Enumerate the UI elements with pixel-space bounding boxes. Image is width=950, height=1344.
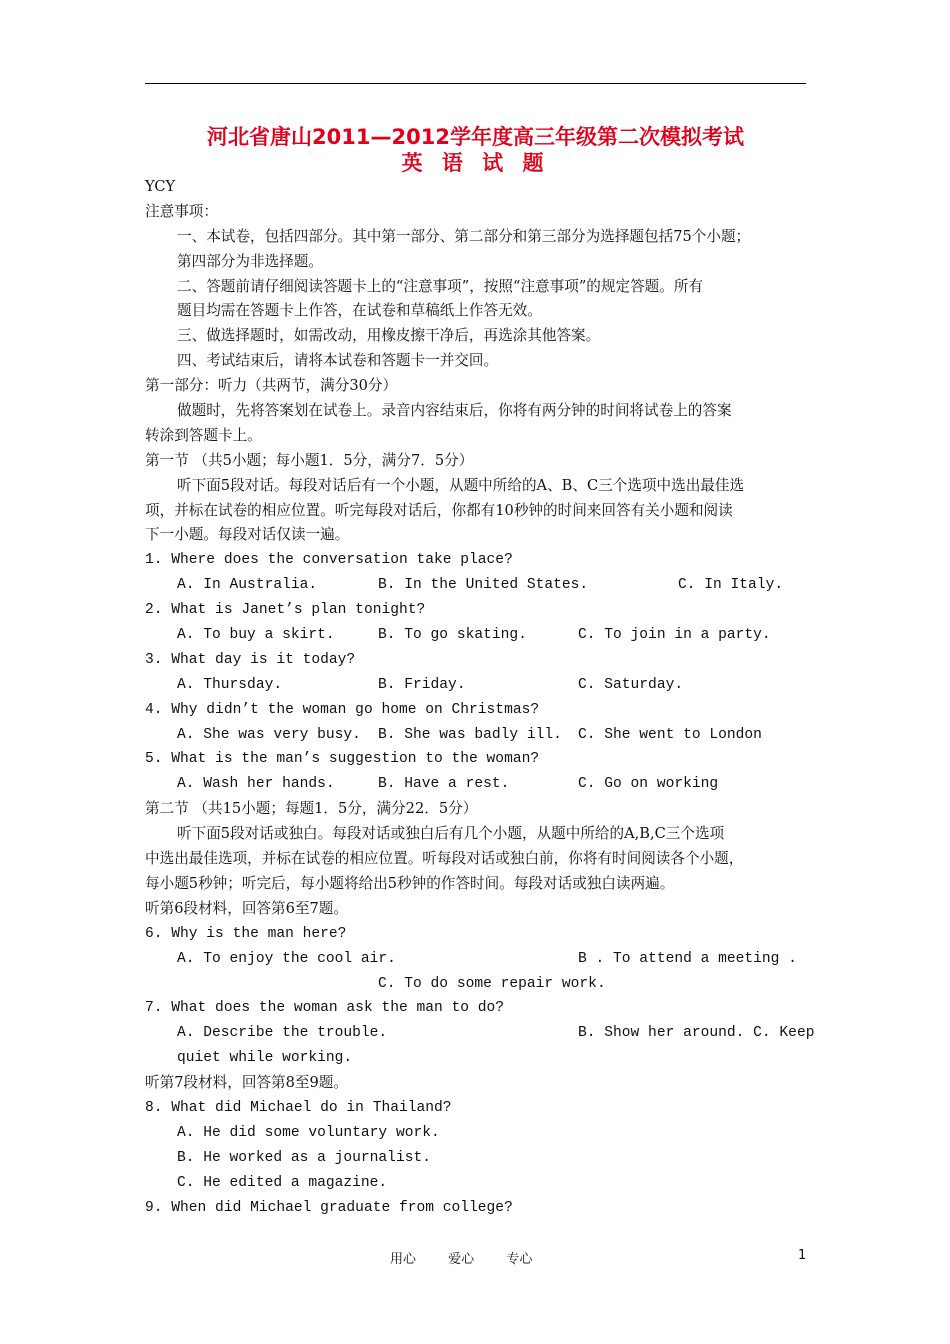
notice-item-1-cont: 第四部分为非选择题。 — [177, 252, 323, 270]
option-c: C. To do some repair work. — [378, 975, 606, 992]
option-b-c: B. Show her around. C. Keep — [578, 1025, 815, 1042]
question-3-options — [145, 673, 807, 698]
section1-instruction: 听下面5段对话。每段对话后有一个小题，从题中所给的A、B、C三个选项中选出最佳选 — [177, 476, 745, 494]
section2-instruction-cont-1: 中选出最佳选项，并标在试卷的相应位置。听每段对话或独白前，你将有时间阅读各个小题， — [145, 850, 744, 868]
footer-word: 专心 — [506, 1252, 533, 1267]
option-b: B. She was badly ill. — [378, 726, 562, 743]
question-7: 7. What does the woman ask the man to do? — [145, 1000, 505, 1017]
section2-heading: 第二节 （共15小题；每题1．5分，满分22．5分） — [145, 800, 478, 818]
notice-item-1: 一、本试卷，包括四部分。其中第一部分、第二部分和第三部分为选择题包括75个小题； — [177, 227, 751, 245]
section1-instruction-cont-1: 项，并标在试卷的相应位置。听完每段对话后，你都有10秒钟的时间来回答有关小题和阅读 — [145, 501, 733, 519]
option-c: C. In Italy. — [678, 577, 784, 594]
notice-item-4: 四、考试结束后，请将本试卷和答题卡一并交回。 — [177, 352, 499, 370]
question-4-options — [145, 723, 807, 748]
exam-body — [145, 175, 815, 1220]
section1-instruction-cont-2: 下一小题。每段对话仅读一遍。 — [145, 526, 350, 544]
question-6: 6. Why is the man here? — [145, 925, 347, 942]
footer-word: 爱心 — [448, 1252, 475, 1267]
option-a: A. She was very busy. — [177, 726, 361, 743]
question-5-options — [145, 772, 807, 797]
option-a: A. Thursday. — [177, 676, 283, 693]
part1-instruction-cont: 转涂到答题卡上。 — [145, 426, 262, 444]
option-a: A. Describe the trouble. — [177, 1025, 388, 1042]
question-2: 2. What is Janet’s plan tonight? — [145, 602, 426, 619]
section1-heading: 第一节 （共5小题；每小题1．5分，满分7．5分） — [145, 451, 474, 469]
question-7-options-cont: quiet while working. — [177, 1050, 353, 1067]
option-c: C. Go on working — [578, 776, 719, 793]
question-8: 8. What did Michael do in Thailand? — [145, 1099, 452, 1116]
question-3: 3. What day is it today? — [145, 651, 356, 668]
option-b: B. To go skating. — [378, 627, 527, 644]
option-c: C. She went to London — [578, 726, 762, 743]
option-b: B. Have a rest. — [378, 776, 510, 793]
question-6-options-cont — [145, 972, 807, 997]
doc-tag: YCY — [145, 178, 176, 195]
section2-instruction: 听下面5段对话或独白。每段对话或独白后有几个小题，从题中所给的A,B,C三个选项 — [177, 825, 725, 843]
option-a: A. To enjoy the cool air. — [177, 950, 396, 967]
material-6-label: 听第6段材料，回答第6至7题。 — [145, 899, 348, 917]
footer-motto — [390, 1248, 560, 1267]
option-b: B. He worked as a journalist. — [177, 1149, 431, 1166]
question-9: 9. When did Michael graduate from college? — [145, 1199, 513, 1216]
question-4: 4. Why didn’t the woman go home on Christmas? — [145, 701, 540, 718]
option-b: B. Friday. — [378, 676, 466, 693]
notice-item-3: 三、做选择题时，如需改动，用橡皮擦干净后，再选涂其他答案。 — [177, 327, 601, 345]
notice-title: 注意事项： — [145, 202, 218, 220]
option-a: A. To buy a skirt. — [177, 627, 335, 644]
option-b: B . To attend a meeting . — [578, 950, 797, 967]
option-a: A. Wash her hands. — [177, 776, 335, 793]
section2-instruction-cont-2: 每小题5秒钟；听完后，每小题将给出5秒钟的作答时间。每段对话或独白读两遍。 — [145, 874, 675, 892]
question-2-options — [145, 623, 807, 648]
question-1-options — [145, 573, 807, 598]
option-a: A. He did some voluntary work. — [177, 1124, 440, 1141]
part1-instruction: 做题时，先将答案划在试卷上。录音内容结束后，你将有两分钟的时间将试卷上的答案 — [177, 402, 732, 420]
question-6-options — [145, 947, 807, 972]
exam-title: 河北省唐山2011—2012学年度高三年级第二次模拟考试 — [207, 125, 744, 149]
question-5: 5. What is the man’s suggestion to the woman? — [145, 751, 540, 768]
footer-word: 用心 — [390, 1252, 417, 1267]
notice-item-2-cont: 题目均需在答题卡上作答，在试卷和草稿纸上作答无效。 — [177, 302, 542, 320]
option-c: C. He edited a magazine. — [177, 1174, 388, 1191]
option-a: A. In Australia. — [177, 577, 318, 594]
notice-item-2: 二、答题前请仔细阅读答题卡上的“注意事项”，按照“注意事项”的规定答题。所有 — [177, 277, 704, 295]
part1-heading: 第一部分：听力（共两节，满分30分） — [145, 377, 398, 395]
page-footer — [0, 1248, 950, 1268]
option-b: B. In the United States. — [378, 577, 589, 594]
header-rule — [145, 83, 806, 84]
option-c: C. Saturday. — [578, 676, 684, 693]
exam-subtitle: 英 语 试 题 — [401, 151, 550, 175]
question-7-options — [145, 1021, 815, 1046]
page-number: 1 — [798, 1248, 807, 1263]
material-7-label: 听第7段材料，回答第8至9题。 — [145, 1074, 348, 1092]
option-c: C. To join in a party. — [578, 627, 771, 644]
question-1: 1. Where does the conversation take place? — [145, 552, 513, 569]
